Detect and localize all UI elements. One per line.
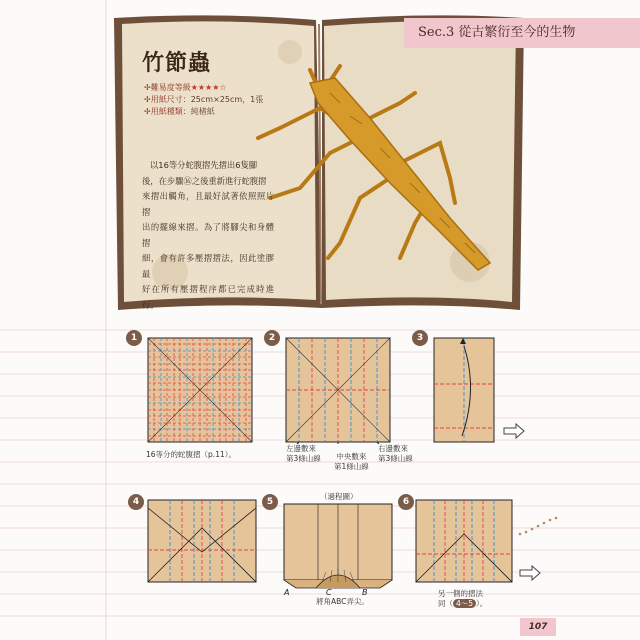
step-6-range: 4～5: [453, 599, 476, 608]
step-4-number: 4: [128, 494, 144, 510]
step-2-diagram: [284, 336, 392, 444]
step-5-points: [280, 584, 392, 598]
description-line: 來摺出觸角，且最好試著依照照片摺: [142, 191, 274, 217]
step-5-caption: 將角ABC弄尖。: [316, 597, 369, 606]
step-5-diagram: [282, 502, 394, 594]
paper-label: ✢用紙種類：: [144, 107, 191, 116]
label-line: 第1條山線: [334, 462, 369, 471]
description-text: [142, 158, 274, 313]
step-1-diagram: [146, 336, 254, 444]
step-4-diagram: [146, 498, 258, 586]
step-1-number: 1: [126, 330, 142, 346]
step-6-caption-prefix: 同（: [438, 599, 453, 608]
step-3-diagram: [432, 336, 540, 444]
point-b-label: B: [362, 588, 368, 597]
description-line: 好在所有壓摺程序都已完成時進行。: [142, 284, 274, 310]
step-2-label-right: [378, 444, 413, 464]
size-value: 25cm×25cm，1張: [190, 95, 264, 104]
paper-value: 純楮紙: [190, 107, 215, 116]
step-6-caption-suffix: ）。: [476, 599, 488, 608]
difficulty-label: ✢難易度等級: [144, 83, 191, 92]
step-5-title: （過程圖）: [320, 492, 358, 501]
description-line: 細，會有許多壓摺摺法，因此塗膠最: [142, 253, 274, 279]
step-2-number: 2: [264, 330, 280, 346]
step-6-number: 6: [398, 494, 414, 510]
stick-insect-photo: [240, 58, 530, 278]
label-line: 第3條山線: [378, 454, 413, 463]
section-header: Sec.3 從古繁衍至今的生物: [404, 18, 640, 48]
step-2-label-left: [286, 444, 321, 464]
difficulty-stars: ★★★★☆: [190, 83, 227, 92]
step-6-caption-line1: 另一側的摺法: [438, 589, 483, 598]
step-3-number: 3: [412, 330, 428, 346]
step-6-diagram: [414, 498, 564, 586]
size-label: ✢用紙尺寸：: [144, 95, 191, 104]
point-c-label: C: [326, 588, 332, 597]
label-line: 中央數來: [336, 452, 367, 461]
point-a-label: A: [284, 588, 290, 597]
description-line: 以16等分蛇腹摺先摺出6隻腳: [150, 160, 258, 170]
label-line: 右邊數來: [378, 444, 408, 453]
step-6-caption: [438, 589, 487, 609]
label-line: 第3條山線: [286, 454, 321, 463]
page-number: 107: [520, 618, 556, 636]
description-line: 後，在步驟⑯之後重新進行蛇腹摺: [142, 175, 267, 186]
step-1-caption: 16等分的蛇腹摺（p.11）。: [146, 450, 236, 459]
label-line: 左邊數來: [286, 444, 316, 453]
step-5-number: 5: [262, 494, 278, 510]
page-title: 竹節蟲: [142, 50, 212, 76]
description-line: 出的擺線來摺。為了將腳尖和身體摺: [142, 222, 274, 248]
specs-block: [144, 82, 263, 118]
step-2-label-center: [334, 452, 369, 472]
step-6-caption-line2: [438, 599, 487, 609]
